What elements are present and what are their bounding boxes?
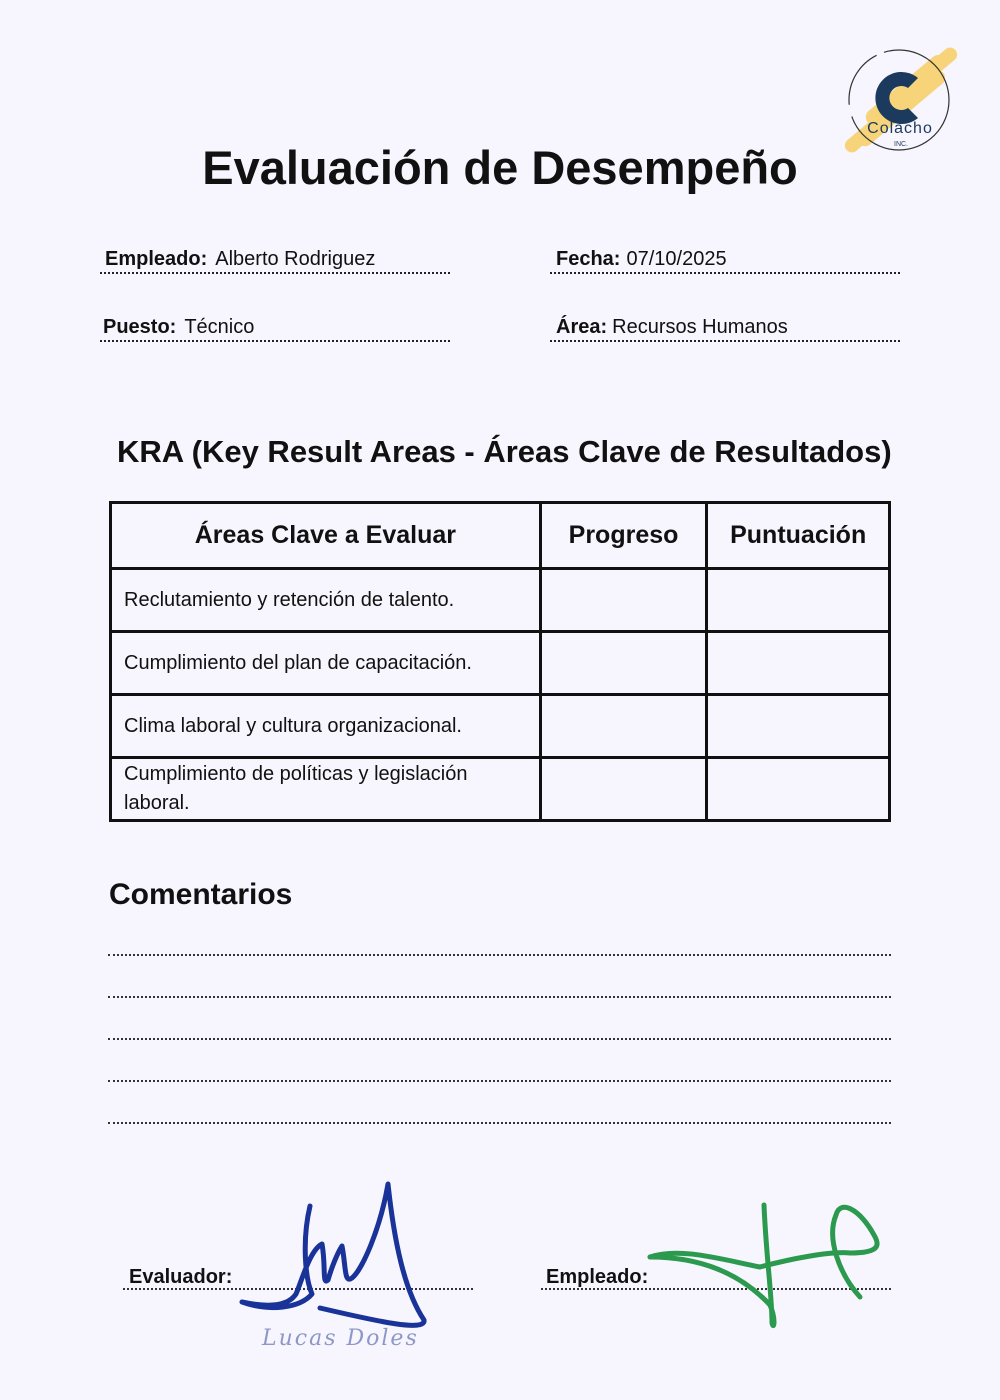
puesto-field[interactable] (100, 308, 450, 342)
kra-area-cell: Reclutamiento y retención de talento. (111, 569, 541, 632)
col-header-puntuacion: Puntuación (707, 503, 890, 569)
progreso-cell[interactable] (540, 758, 707, 821)
fecha-label: Fecha: (556, 248, 621, 270)
table-row (111, 569, 890, 632)
comment-line[interactable] (108, 1080, 891, 1082)
col-header-progreso: Progreso (540, 503, 707, 569)
progreso-cell[interactable] (540, 569, 707, 632)
puntuacion-cell[interactable] (707, 569, 890, 632)
col-header-areas: Áreas Clave a Evaluar (111, 503, 541, 569)
empleado-sig-label: Empleado: (546, 1266, 649, 1288)
progreso-cell[interactable] (540, 695, 707, 758)
comment-line[interactable] (108, 954, 891, 956)
area-label: Área: (556, 316, 608, 338)
progreso-cell[interactable] (540, 632, 707, 695)
comment-line[interactable] (108, 1038, 891, 1040)
kra-area-cell: Clima laboral y cultura organizacional. (111, 695, 541, 758)
logo-name: Colacho (867, 120, 933, 137)
evaluador-label: Evaluador: (129, 1266, 233, 1288)
kra-area-cell: Cumplimiento del plan de capacitación. (111, 632, 541, 695)
table-row (111, 758, 890, 821)
fecha-field[interactable] (550, 240, 900, 274)
comment-line[interactable] (108, 1122, 891, 1124)
comment-line[interactable] (108, 996, 891, 998)
table-row (111, 632, 890, 695)
kra-table (109, 501, 891, 822)
empleado-label: Empleado: (105, 248, 208, 270)
area-value: Recursos Humanos (612, 316, 788, 338)
empleado-field[interactable] (100, 240, 450, 274)
page-title: Evaluación de Desempeño (202, 141, 798, 194)
area-field[interactable] (550, 308, 900, 342)
puntuacion-cell[interactable] (707, 632, 890, 695)
puesto-value: Técnico (184, 316, 255, 338)
empleado-value: Alberto Rodriguez (215, 248, 376, 270)
puntuacion-cell[interactable] (707, 695, 890, 758)
fecha-value: 07/10/2025 (626, 248, 727, 270)
logo-sub: INC. (894, 141, 908, 148)
evaluador-signature-icon (230, 1170, 440, 1330)
puntuacion-cell[interactable] (707, 758, 890, 821)
comentarios-title: Comentarios (109, 878, 293, 911)
kra-header-row (111, 503, 890, 569)
kra-title: KRA (Key Result Areas - Áreas Clave de Resultados) (117, 434, 892, 469)
evaluador-name: Lucas Doles (262, 1326, 419, 1351)
empleado-signature-icon (640, 1195, 890, 1335)
puesto-label: Puesto: (103, 316, 177, 338)
kra-area-cell: Cumplimiento de políticas y legislación laboral. (111, 758, 541, 821)
table-row (111, 695, 890, 758)
